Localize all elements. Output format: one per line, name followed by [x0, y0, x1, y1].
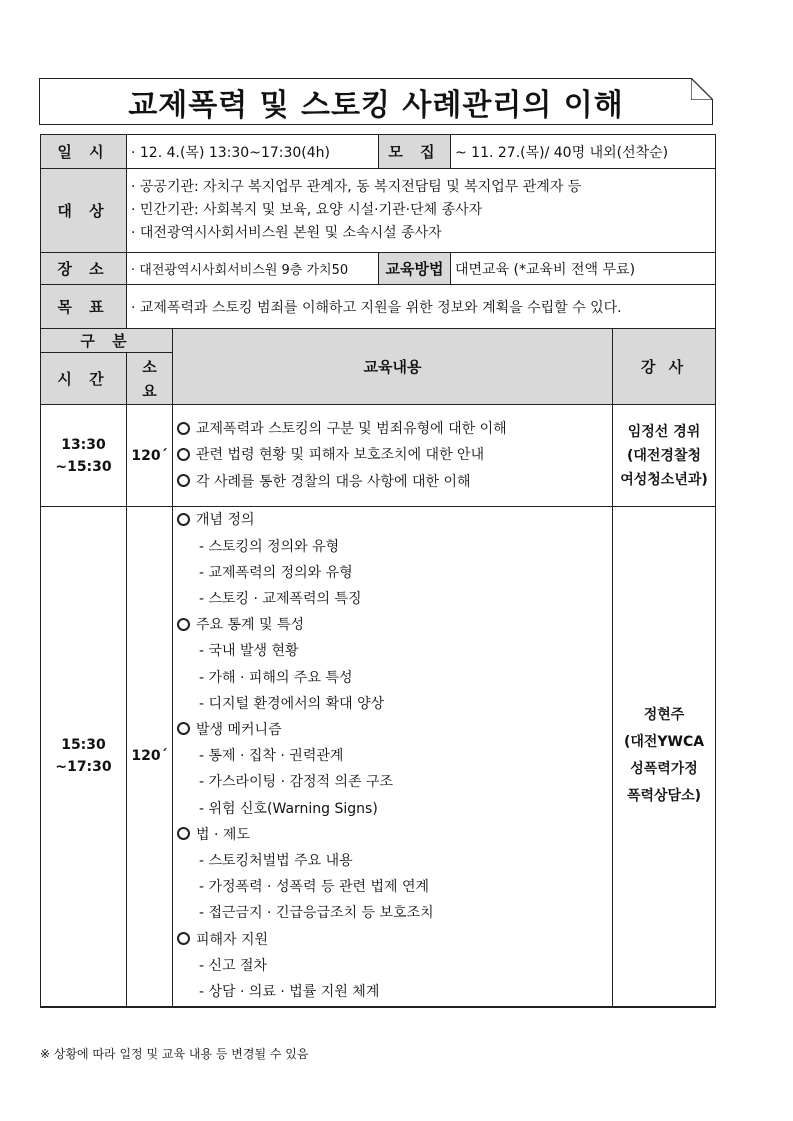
goal-value: · 교제폭력과 스토킹 범죄를 이해하고 지원을 위한 정보와 계획을 수립할 수 있다. — [127, 285, 716, 329]
circle-bullet-icon — [177, 422, 190, 435]
section-sub-item: - 국내 발생 현황 — [199, 643, 299, 660]
section-sub-item: - 스토킹처벌법 주요 내용 — [199, 852, 353, 869]
time-start: 13:30 — [61, 436, 106, 453]
section-heading-text: 법 · 제도 — [196, 826, 250, 843]
time-start: 15:30 — [61, 737, 106, 754]
session-2-instructor — [613, 507, 716, 1007]
section-heading-text: 발생 메커니즘 — [196, 721, 282, 738]
circle-bullet-icon — [177, 448, 190, 461]
target-item: · 공공기관: 자치구 복지업무 관계자, 동 복지전담팀 및 복지업무 관계자 등 — [131, 179, 582, 195]
section-heading-text: 피해자 지원 — [196, 931, 269, 948]
target-list — [127, 169, 716, 253]
place-value: · 대전광역시사회서비스원 9층 가치50 — [127, 253, 379, 285]
date-value: · 12. 4.(목) 13:30~17:30(4h) — [127, 135, 379, 169]
method-value: 대면교육 (*교육비 전액 무료) — [451, 253, 716, 285]
content-item-text: 교제폭력과 스토킹의 구분 및 범죄유형에 대한 이해 — [196, 421, 507, 438]
target-item: · 민간기관: 사회복지 및 보육, 요양 시설·기관·단체 종사자 — [131, 202, 483, 218]
circle-bullet-icon — [177, 474, 190, 487]
content-item-text: 각 사례를 통한 경찰의 대응 사항에 대한 이해 — [196, 473, 471, 490]
section-sub-item: - 상담 · 의료 · 법률 지원 체계 — [199, 983, 380, 1000]
section-heading — [177, 717, 608, 743]
place-label: 장 소 — [41, 253, 127, 285]
instructor-line: 임정선 경위 — [627, 423, 701, 440]
section-sub-item: - 가스라이팅 · 감정적 의존 구조 — [199, 774, 394, 791]
duration-header — [127, 353, 173, 405]
section-sub-item: - 위험 신호(Warning Signs) — [199, 800, 378, 817]
section-heading-text: 주요 통계 및 특성 — [196, 617, 305, 634]
time-end: ~15:30 — [55, 458, 112, 475]
instructor-line: 폭력상담소) — [626, 788, 702, 805]
section-heading — [177, 822, 608, 848]
session-2-time — [41, 507, 127, 1007]
section-sub-item: - 스토킹 · 교제폭력의 특징 — [199, 590, 362, 607]
section-heading — [177, 507, 608, 533]
section-sub-item: - 교제폭력의 정의와 유형 — [199, 564, 353, 581]
section-heading — [177, 612, 608, 638]
instructor-line: (대전경찰청 — [626, 447, 702, 464]
recruit-label: 모 집 — [379, 135, 451, 169]
target-label: 대 상 — [41, 169, 127, 253]
section-sub-item: - 통제 · 집착 · 권력관계 — [199, 748, 344, 765]
section-sub-item: - 가해 · 피해의 주요 특성 — [199, 669, 353, 686]
instructor-line: 정현주 — [643, 707, 685, 724]
section-heading-text: 개념 정의 — [196, 512, 255, 529]
time-header: 시 간 — [41, 353, 127, 405]
circle-bullet-icon — [177, 722, 190, 735]
circle-bullet-icon — [177, 513, 190, 526]
section-sub-item: - 스토킹의 정의와 유형 — [199, 538, 340, 555]
duration-header-bottom: 요 — [142, 381, 157, 400]
title-box — [39, 78, 713, 125]
content-item — [177, 469, 608, 495]
content-item — [177, 442, 608, 468]
time-end: ~17:30 — [55, 759, 112, 776]
section-sub-item: - 가정폭력 · 성폭력 등 관련 법제 연계 — [199, 879, 429, 896]
section-sub-item: - 디지털 환경에서의 확대 양상 — [199, 695, 385, 712]
footnote: ※ 상황에 따라 일정 및 교육 내용 등 변경될 수 있음 — [40, 1047, 309, 1061]
instructor-line: (대전YWCA — [623, 734, 705, 751]
category-header: 구 분 — [41, 329, 173, 353]
session-1-instructor — [613, 405, 716, 507]
duration-header-top: 소 — [142, 357, 157, 376]
goal-label: 목 표 — [41, 285, 127, 329]
circle-bullet-icon — [177, 932, 190, 945]
recruit-value: ~ 11. 27.(목)/ 40명 내외(선착순) — [451, 135, 716, 169]
page-title: 교제폭력 및 스토킹 사례관리의 이해 — [128, 87, 624, 123]
content-header: 교육내용 — [173, 329, 613, 405]
target-item: · 대전광역시사회서비스원 본원 및 소속시설 종사자 — [131, 225, 442, 241]
content-item — [177, 416, 608, 442]
section-sub-item: - 접근금지 · 긴급응급조치 등 보호조치 — [199, 905, 434, 922]
session-1-duration: 120´ — [127, 405, 173, 507]
session-2-content — [173, 507, 613, 1007]
session-1-content — [173, 405, 613, 507]
instructor-line: 성폭력가정 — [630, 761, 698, 778]
folded-corner-icon — [691, 78, 713, 100]
content-item-text: 관련 법령 현황 및 피해자 보호조치에 대한 안내 — [196, 447, 485, 464]
circle-bullet-icon — [177, 618, 190, 631]
date-label: 일 시 — [41, 135, 127, 169]
circle-bullet-icon — [177, 827, 190, 840]
instructor-line: 여성청소년과) — [620, 471, 708, 488]
session-2-duration: 120´ — [127, 507, 173, 1007]
session-1-time — [41, 405, 127, 507]
section-sub-item: - 신고 절차 — [199, 957, 268, 974]
instructor-header: 강 사 — [613, 329, 716, 405]
section-heading — [177, 927, 608, 953]
method-label: 교육방법 — [379, 253, 451, 285]
course-info-table — [40, 134, 716, 1008]
